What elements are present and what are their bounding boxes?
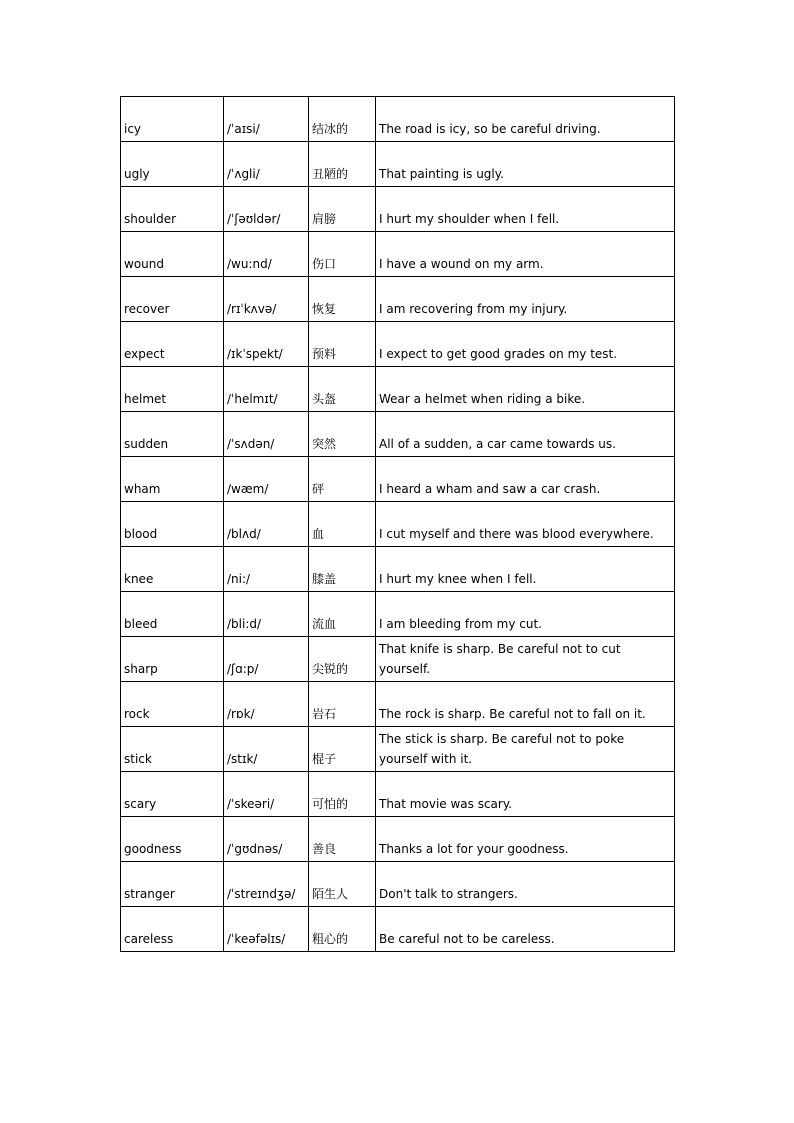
vocabulary-table-body — [121, 97, 675, 952]
translation-cell: 预料 — [309, 322, 376, 367]
example-cell: I have a wound on my arm. — [376, 232, 675, 277]
table-row — [121, 817, 675, 862]
phonetic-cell: /ˈstreɪndʒə/ — [224, 862, 309, 907]
table-row — [121, 502, 675, 547]
phonetic-cell: /ˈsʌdən/ — [224, 412, 309, 457]
example-cell: I heard a wham and saw a car crash. — [376, 457, 675, 502]
word-cell: rock — [121, 682, 224, 727]
example-cell: The rock is sharp. Be careful not to fall on it. — [376, 682, 675, 727]
phonetic-cell: /ˈgʊdnəs/ — [224, 817, 309, 862]
word-cell: scary — [121, 772, 224, 817]
phonetic-cell: /ˈʃəʊldər/ — [224, 187, 309, 232]
word-cell: sudden — [121, 412, 224, 457]
example-cell: Be careful not to be careless. — [376, 907, 675, 952]
word-cell: shoulder — [121, 187, 224, 232]
table-row — [121, 772, 675, 817]
translation-cell: 结冰的 — [309, 97, 376, 142]
example-cell: Thanks a lot for your goodness. — [376, 817, 675, 862]
example-cell: I am bleeding from my cut. — [376, 592, 675, 637]
phonetic-cell: /wæm/ — [224, 457, 309, 502]
phonetic-cell: /ˈkeəfəlɪs/ — [224, 907, 309, 952]
word-cell: goodness — [121, 817, 224, 862]
word-cell: sharp — [121, 637, 224, 682]
word-cell: knee — [121, 547, 224, 592]
word-cell: wham — [121, 457, 224, 502]
word-cell: careless — [121, 907, 224, 952]
example-cell: I hurt my knee when I fell. — [376, 547, 675, 592]
translation-cell: 恢复 — [309, 277, 376, 322]
example-cell: I expect to get good grades on my test. — [376, 322, 675, 367]
phonetic-cell: /ʃɑ:p/ — [224, 637, 309, 682]
table-row — [121, 682, 675, 727]
table-row — [121, 547, 675, 592]
word-cell: expect — [121, 322, 224, 367]
table-row — [121, 907, 675, 952]
translation-cell: 粗心的 — [309, 907, 376, 952]
phonetic-cell: /ɪkˈspekt/ — [224, 322, 309, 367]
example-cell: I am recovering from my injury. — [376, 277, 675, 322]
translation-cell: 头盔 — [309, 367, 376, 412]
translation-cell: 丑陋的 — [309, 142, 376, 187]
vocabulary-table — [120, 96, 675, 952]
phonetic-cell: /ˈʌgli/ — [224, 142, 309, 187]
phonetic-cell: /ˈskeəri/ — [224, 772, 309, 817]
example-cell: Wear a helmet when riding a bike. — [376, 367, 675, 412]
table-row — [121, 637, 675, 682]
translation-cell: 善良 — [309, 817, 376, 862]
translation-cell: 突然 — [309, 412, 376, 457]
example-cell: That knife is sharp. Be careful not to cut yourself. — [376, 637, 675, 682]
example-cell: Don't talk to strangers. — [376, 862, 675, 907]
word-cell: blood — [121, 502, 224, 547]
example-cell: That movie was scary. — [376, 772, 675, 817]
table-row — [121, 232, 675, 277]
example-cell: That painting is ugly. — [376, 142, 675, 187]
word-cell: wound — [121, 232, 224, 277]
translation-cell: 可怕的 — [309, 772, 376, 817]
phonetic-cell: /rɒk/ — [224, 682, 309, 727]
phonetic-cell: /ˈaɪsi/ — [224, 97, 309, 142]
phonetic-cell: /wu:nd/ — [224, 232, 309, 277]
example-cell: I hurt my shoulder when I fell. — [376, 187, 675, 232]
translation-cell: 棍子 — [309, 727, 376, 772]
word-cell: recover — [121, 277, 224, 322]
phonetic-cell: /bli:d/ — [224, 592, 309, 637]
word-cell: stranger — [121, 862, 224, 907]
table-row — [121, 592, 675, 637]
word-cell: ugly — [121, 142, 224, 187]
table-row — [121, 187, 675, 232]
translation-cell: 肩膀 — [309, 187, 376, 232]
phonetic-cell: /stɪk/ — [224, 727, 309, 772]
table-row — [121, 97, 675, 142]
translation-cell: 膝盖 — [309, 547, 376, 592]
phonetic-cell: /ˈhelmɪt/ — [224, 367, 309, 412]
table-row — [121, 322, 675, 367]
phonetic-cell: /rɪˈkʌvə/ — [224, 277, 309, 322]
example-cell: All of a sudden, a car came towards us. — [376, 412, 675, 457]
translation-cell: 血 — [309, 502, 376, 547]
table-row — [121, 727, 675, 772]
table-row — [121, 367, 675, 412]
translation-cell: 尖锐的 — [309, 637, 376, 682]
table-row — [121, 142, 675, 187]
translation-cell: 流血 — [309, 592, 376, 637]
table-row — [121, 457, 675, 502]
table-row — [121, 412, 675, 457]
word-cell: helmet — [121, 367, 224, 412]
word-cell: icy — [121, 97, 224, 142]
table-row — [121, 862, 675, 907]
translation-cell: 陌生人 — [309, 862, 376, 907]
phonetic-cell: /blʌd/ — [224, 502, 309, 547]
table-row — [121, 277, 675, 322]
example-cell: The road is icy, so be careful driving. — [376, 97, 675, 142]
example-cell: I cut myself and there was blood everywhere. — [376, 502, 675, 547]
translation-cell: 伤口 — [309, 232, 376, 277]
translation-cell: 岩石 — [309, 682, 376, 727]
phonetic-cell: /ni:/ — [224, 547, 309, 592]
word-cell: stick — [121, 727, 224, 772]
translation-cell: 砰 — [309, 457, 376, 502]
word-cell: bleed — [121, 592, 224, 637]
example-cell: The stick is sharp. Be careful not to poke yourself with it. — [376, 727, 675, 772]
